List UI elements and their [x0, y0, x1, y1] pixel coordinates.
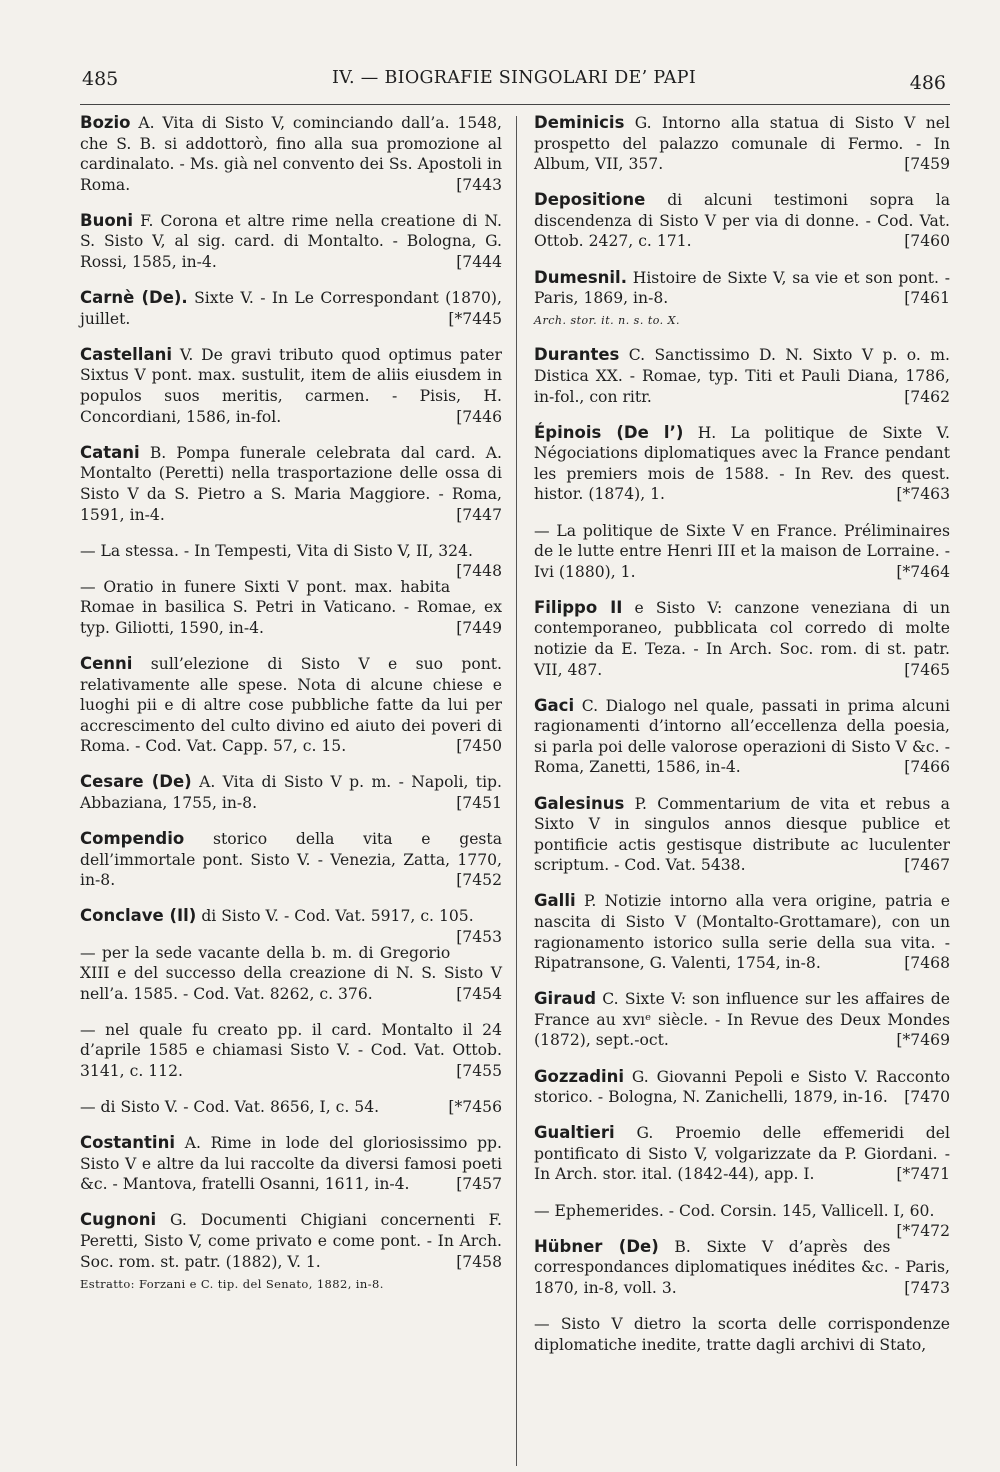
entry-number: [7443	[456, 175, 502, 194]
entry-number: [*7463	[896, 485, 950, 504]
entry-text: G. Intorno alla statua di Sisto V nel prospetto del palazzo comunale di Fermo. - In Album, VII, 357.	[534, 114, 950, 174]
entry-heading: Compendio	[80, 829, 185, 849]
bibliography-entry	[534, 598, 950, 680]
entry-text: di Sisto V. - Cod. Vat. 5917, c. 105.	[201, 907, 474, 926]
entry-number: [7465	[904, 660, 950, 679]
entry-text: e Sisto V: canzone veneziana di un contemporaneo, pubblicata col corredo di molte notizie da E. Teza. - In Arch. Soc. rom. di st. patr. VII, 487.	[534, 598, 950, 679]
entry-number: [7459	[904, 155, 950, 174]
entry-text: — di Sisto V. - Cod. Vat. 8656, I, c. 54.	[80, 1098, 380, 1117]
entry-text: A. Rime in lode del gloriosissimo pp. Sisto V e altre da lui raccolte da diversi famosi poeti &c. - Mantova, fratelli Osanni, 1611, in-4.	[80, 1134, 502, 1194]
bibliography-entry	[534, 345, 950, 407]
entry-heading: Galesinus	[534, 793, 625, 813]
bibliography-entry	[80, 906, 502, 946]
entry-number: [7448	[456, 562, 502, 581]
bibliography-entry	[80, 772, 502, 813]
entry-heading: Depositione	[534, 190, 646, 210]
entry-number: [7450	[456, 737, 502, 756]
bibliography-entry	[80, 288, 502, 329]
entry-text: C. Dialogo nel quale, passati in prima alcuni ragionamenti d’intorno all’eccellenza della poesia, si parla poi delle valorose operazioni di Sisto V &c. - Roma, Zanetti, 1586, in-4.	[534, 696, 950, 777]
bibliography-entry	[534, 989, 950, 1051]
bibliography-entry	[80, 541, 502, 581]
entry-heading: Galli	[534, 891, 576, 911]
entry-number: [7470	[904, 1088, 950, 1107]
entry-number: [*7471	[896, 1165, 950, 1184]
entry-number: [7467	[904, 856, 950, 875]
entry-number: [7468	[904, 954, 950, 973]
entry-number: [7458	[456, 1252, 502, 1271]
entry-heading: Cugnoni	[80, 1210, 157, 1230]
bibliography-entry	[80, 654, 502, 757]
entry-text: — Ephemerides. - Cod. Corsin. 145, Vallicell. I, 60.	[534, 1201, 935, 1220]
bibliography-entry	[534, 1314, 950, 1355]
bibliography-entry	[80, 211, 502, 273]
entry-note: Arch. stor. it. n. s. to. X.	[534, 313, 680, 327]
bibliography-entry	[80, 1133, 502, 1195]
entry-text: C. Sixte V: son influence sur les affaires de France au xvıᵉ siècle. - In Revue des Deux Mondes (1872), sept.-oct.	[534, 990, 950, 1050]
entry-heading: Carnè (De).	[80, 288, 188, 308]
entry-text: di alcuni testimoni sopra la discendenza di Sisto V per via di donne. - Cod. Vat. Ottob. 2427, c. 171.	[534, 191, 950, 251]
page-number-left: 485	[82, 68, 119, 90]
header-rule	[80, 104, 950, 105]
entry-number: [7453	[456, 928, 502, 946]
entry-number: [7451	[456, 794, 502, 813]
entry-text: storico della vita e gesta dell’immortale pont. Sisto V. - Venezia, Zatta, 1770, in-8.	[80, 830, 502, 890]
entry-number: [7462	[904, 387, 950, 406]
bibliography-entry	[534, 1237, 950, 1299]
entry-text: — La politique de Sixte V en France. Préliminaires de le lutte entre Henri III et la maison de Lorraine. - Ivi (1880), 1.	[534, 521, 950, 581]
entry-text: — La stessa. - In Tempesti, Vita di Sisto V, II, 324.	[80, 541, 473, 560]
entry-text: sull’elezione di Sisto V e suo pont. relativamente alle spese. Nota di alcune chiese e luoghi pii e di altre cose pubbliche fatte da lui per accrescimento del culto divino ed aiuto dei poveri di Roma. - Cod. Vat. Capp. 57, c. 15.	[80, 654, 502, 756]
bibliography-entry	[80, 1020, 502, 1082]
entry-number: [7454	[456, 984, 502, 1003]
entry-heading: Costantini	[80, 1133, 175, 1153]
bibliography-entry	[534, 891, 950, 973]
entry-heading: Gualtieri	[534, 1123, 615, 1143]
entry-text: V. De gravi tributo quod optimus pater Sixtus V pont. max. sustulit, item de aliis eiusdem in populos suos meritis, carmen. - Pisis, H. Concordiani, 1586, in-fol.	[80, 345, 502, 426]
bibliography-entry	[534, 113, 950, 175]
entry-note: Estratto: Forzani e C. tip. del Senato, 1882, in-8.	[80, 1277, 384, 1292]
entry-heading: Castellani	[80, 344, 172, 364]
entry-text: Sixte V. - In Le Correspondant (1870), juillet.	[80, 289, 502, 328]
entry-text: — per la sede vacante della b. m. di Gregorio XIII e del successo della creazione di N. S. Sisto V nell’a. 1585. - Cod. Vat. 8262, c. 376.	[80, 943, 502, 1003]
bibliography-entry	[80, 1097, 502, 1118]
entry-text: — nel quale fu creato pp. il card. Montalto il 24 d’aprile 1585 e chiamasi Sisto V. - Cod. Vat. Ottob. 3141, c. 112.	[80, 1020, 502, 1080]
bibliography-entry	[80, 443, 502, 525]
entry-heading: Gozzadini	[534, 1066, 625, 1086]
entry-heading: Bozio	[80, 113, 131, 132]
entry-heading: Catani	[80, 442, 140, 462]
bibliography-entry	[534, 1067, 950, 1108]
bibliography-entry	[534, 521, 950, 583]
entry-text: P. Commentarium de vita et rebus a Sixto V in singulos annos diesque publice et pontificie actis gestisque distribute ac luculenter scriptum. - Cod. Vat. 5438.	[534, 794, 950, 875]
entry-number: [*7472	[896, 1222, 950, 1241]
entry-number: [*7445	[448, 309, 502, 328]
entry-heading: Buoni	[80, 210, 134, 230]
entry-number: [7455	[456, 1061, 502, 1080]
entry-heading: Cenni	[80, 653, 133, 673]
entry-number: [*7456	[448, 1098, 502, 1117]
entry-number: [7447	[456, 505, 502, 524]
running-header	[82, 68, 946, 98]
entry-text: — Sisto V dietro la scorta delle corrispondenze diplomatiche inedite, tratte dagli archivi di Stato,	[534, 1314, 950, 1354]
right-column	[534, 113, 950, 1371]
entry-text: A. Vita di Sisto V, cominciando dall’a. 1548, che S. B. si addottorò, fino alla sua promozione al cardinalato. - Ms. già nel convento dei Ss. Apostoli in Roma.	[80, 114, 502, 194]
bibliography-entry	[534, 190, 950, 252]
bibliography-entry	[80, 113, 502, 195]
entry-text: G. Giovanni Pepoli e Sisto V. Racconto storico. - Bologna, N. Zanichelli, 1879, in-16.	[534, 1067, 950, 1107]
entry-number: [*7469	[896, 1031, 950, 1050]
entry-heading: Filippo II	[534, 597, 623, 617]
entry-text: H. La politique de Sixte V. Négociations diplomatiques avec la France pendant les premiers mois de 1588. - In Rev. des quest. histor. (1874), 1.	[534, 423, 950, 504]
entry-heading: Deminicis	[534, 113, 625, 132]
bibliography-entry	[80, 577, 502, 639]
entry-number: [7466	[904, 758, 950, 777]
entry-number: [7457	[456, 1175, 502, 1194]
running-title: IV. — BIOGRAFIE SINGOLARI DE’ PAPI	[331, 68, 697, 88]
entry-number: [7461	[904, 289, 950, 308]
bibliography-entry	[534, 268, 950, 309]
entry-text: F. Corona et altre rime nella creatione di N. S. Sisto V, al sig. card. di Montalto. - Bologna, G. Rossi, 1585, in-4.	[80, 211, 502, 272]
bibliography-entry	[534, 794, 950, 876]
bibliography-entry	[534, 1201, 950, 1241]
entry-text: A. Vita di Sisto V p. m. - Napoli, tip. Abbaziana, 1755, in-8.	[80, 773, 502, 813]
entry-heading: Hübner (De)	[534, 1236, 659, 1256]
entry-text: B. Sixte V d’après des correspondances diplomatiques inédites &c. - Paris, 1870, in-8, voll. 3.	[534, 1237, 950, 1297]
bibliography-entry	[80, 829, 502, 891]
entry-number: [7473	[904, 1278, 950, 1297]
bibliography-entry	[80, 943, 502, 1005]
bibliography-entry	[80, 345, 502, 427]
entry-heading: Gaci	[534, 695, 575, 715]
bibliography-entry	[534, 696, 950, 778]
bibliography-entry	[534, 423, 950, 505]
entry-number: [*7464	[896, 562, 950, 581]
entry-number: [7452	[456, 871, 502, 890]
bibliography-entry	[534, 1123, 950, 1185]
entry-heading: Cesare (De)	[80, 772, 192, 792]
entry-text: Histoire de Sixte V, sa vie et son pont. - Paris, 1869, in-8.	[534, 268, 950, 308]
entry-text: — Oratio in funere Sixti V pont. max. habita Romae in basilica S. Petri in Vaticano. - Romae, ex typ. Giliotti, 1590, in-4.	[80, 577, 502, 637]
entry-number: [7460	[904, 232, 950, 251]
entry-text: C. Sanctissimo D. N. Sixto V p. o. m. Distica XX. - Romae, typ. Titi et Pauli Diana, 1786, in-fol., con ritr.	[534, 346, 950, 406]
left-column	[80, 113, 502, 1295]
entry-heading: Conclave (Il)	[80, 906, 197, 926]
page-number-right: 486	[909, 72, 946, 94]
entry-text: G. Documenti Chigiani concernenti F. Peretti, Sisto V, come privato e come pont. - In Arch. Soc. rom. st. patr. (1882), V. 1.	[80, 1211, 502, 1271]
entry-text: G. Proemio delle effemeridi del pontificato di Sisto V, volgarizzate da P. Giordani. - In Arch. stor. ital. (1842-44), app. I.	[534, 1124, 951, 1184]
entry-number: [7449	[456, 618, 502, 637]
column-divider	[516, 116, 517, 1466]
entry-number: [7446	[456, 407, 502, 426]
bibliography-entry	[80, 1210, 502, 1272]
entry-heading: Giraud	[534, 989, 597, 1009]
entry-heading: Dumesnil.	[534, 267, 627, 287]
entry-heading: Épinois (De l’)	[534, 422, 684, 442]
entry-heading: Durantes	[534, 345, 620, 365]
entry-text: B. Pompa funerale celebrata dal card. A. Montalto (Peretti) nella trasportazione delle ossa di Sisto V da S. Pietro a S. Maria Maggiore. - Roma, 1591, in-4.	[80, 443, 502, 524]
entry-text: P. Notizie intorno alla vera origine, patria e nascita di Sisto V (Montalto-Grottamare), con un ragionamento istorico sulla serie della sua vita. - Ripatransone, G. Valenti, 1754, in-8.	[534, 892, 950, 973]
entry-number: [7444	[456, 253, 502, 272]
